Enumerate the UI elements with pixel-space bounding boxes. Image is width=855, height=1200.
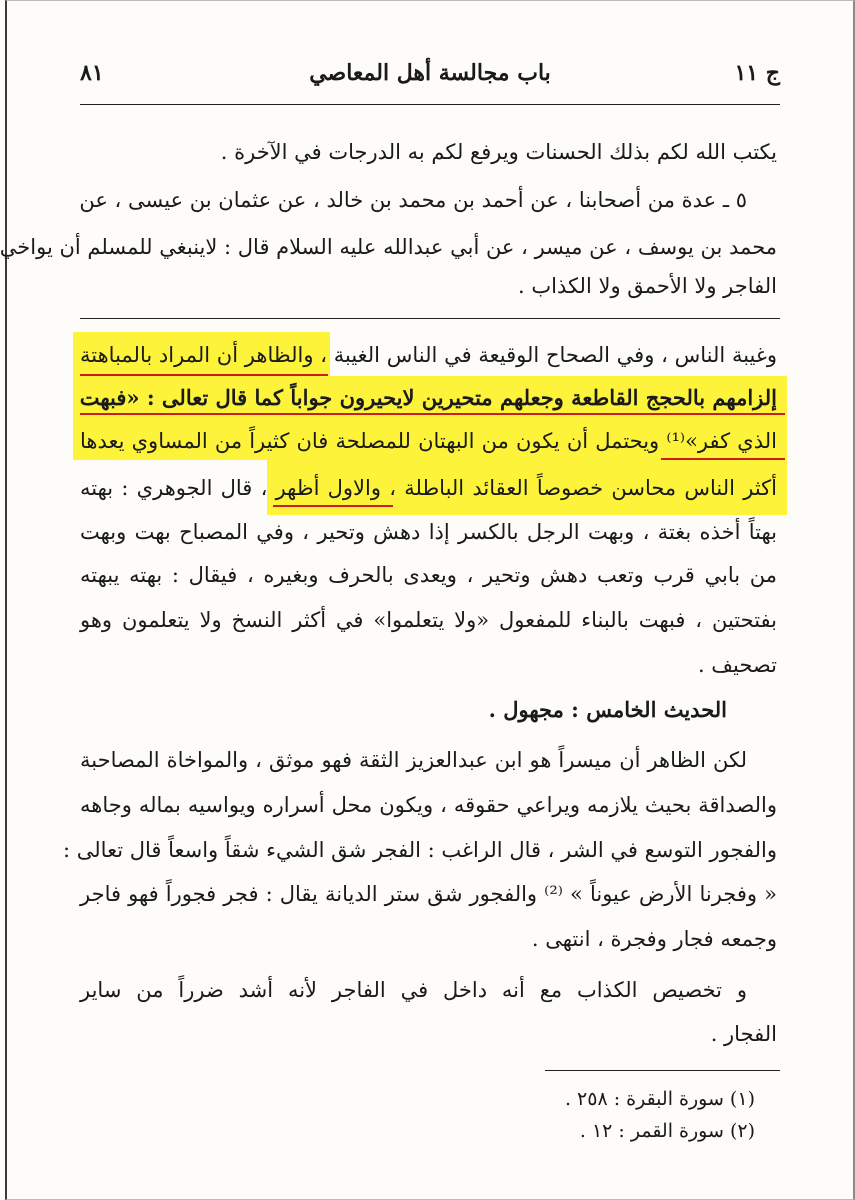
red-underline [80, 413, 785, 415]
volume-number: ج ١١ [734, 60, 780, 86]
footnote: (٢) سورة القمر : ١٢ . [579, 1120, 755, 1142]
commentary-line: من بابي قرب وتعب دهش وتحير ، ويعدى بالحرف وبغيره ، فيقال : بهته يبهته [80, 563, 777, 587]
footnote-rule [545, 1070, 780, 1071]
red-underline [273, 505, 393, 507]
commentary-line: والفجور التوسع في الشر ، قال الراغب : الفجر شق الشيء شقاً واسعاً قال تعالى : [63, 838, 777, 862]
hadith-line: يكتب الله لكم بذلك الحسنات ويرفع لكم به الدرجات في الآخرة . [220, 140, 777, 164]
footnote: (١) سورة البقرة : ٢٥٨ . [564, 1088, 755, 1110]
page-header [80, 60, 780, 100]
chapter-title: باب مجالسة أهل المعاصي [309, 60, 551, 86]
commentary-line: إلزامهم بالحجج القاطعة وجعلهم متحيرين لايحيرون جواباً كما قال تعالى : «فبهت [79, 385, 777, 410]
commentary-line: تصحيف . [697, 653, 777, 677]
commentary-line: لكن الظاهر أن ميسراً هو ابن عبدالعزيز الثقة فهو موثق ، والمواخاة المصاحبة [80, 748, 747, 772]
commentary-line: بفتحتين ، فبهت بالبناء للمفعول «ولا يتعلموا» في أكثر النسخ ولا يتعلمون وهو [80, 608, 777, 632]
hadith-line: الفاجر ولا الأحمق ولا الكذاب . [517, 274, 777, 298]
hadith-line: ٥ ـ عدة من أصحابنا ، عن أحمد بن محمد بن خالد ، عن عثمان بن عيسى ، عن [79, 188, 747, 212]
page-number: ٨١ [80, 60, 104, 86]
red-underline [80, 374, 328, 376]
commentary-line: بهتاً أخذه بغتة ، وبهت الرجل بالكسر إذا دهش وتحير ، وفي المصباح بهت وبهت [80, 520, 777, 544]
commentary-line: « وفجرنا الأرض عيوناً » ⁽²⁾ والفجور شق ستر الديانة يقال : فجر فجوراً فهو فاجر [80, 882, 777, 906]
commentary-line: الذي كفر»⁽¹⁾ ويحتمل أن يكون من البهتان للمصلحة فان كثيراً من المساوي يعدها [80, 429, 777, 453]
section-divider [80, 318, 780, 319]
commentary-line: والصداقة بحيث يلازمه ويراعي حقوقه ، ويكون محل أسراره ويواسيه بماله وجاهه [80, 793, 777, 817]
hadith-line: محمد بن يوسف ، عن ميسر ، عن أبي عبدالله عليه السلام قال : لاينبغي للمسلم أن يواخي [0, 235, 777, 259]
commentary-line: أكثر الناس محاسن خصوصاً العقائد الباطلة ، والاول أظهر ، قال الجوهري : بهته [80, 476, 777, 500]
red-underline [661, 458, 785, 460]
section-heading: الحديث الخامس : مجهول . [488, 697, 727, 722]
commentary-line: وغيبة الناس ، وفي الصحاح الوقيعة في الناس الغيبة ، والظاهر أن المراد بالمباهتة [80, 343, 777, 367]
commentary-line: وجمعه فجار وفجرة ، انتهى . [531, 927, 777, 951]
header-rule [80, 104, 780, 105]
commentary-line: الفجار . [710, 1022, 777, 1046]
commentary-line: و تخصيص الكذاب مع أنه داخل في الفاجر لأنه أشد ضرراً من ساير [80, 978, 747, 1002]
